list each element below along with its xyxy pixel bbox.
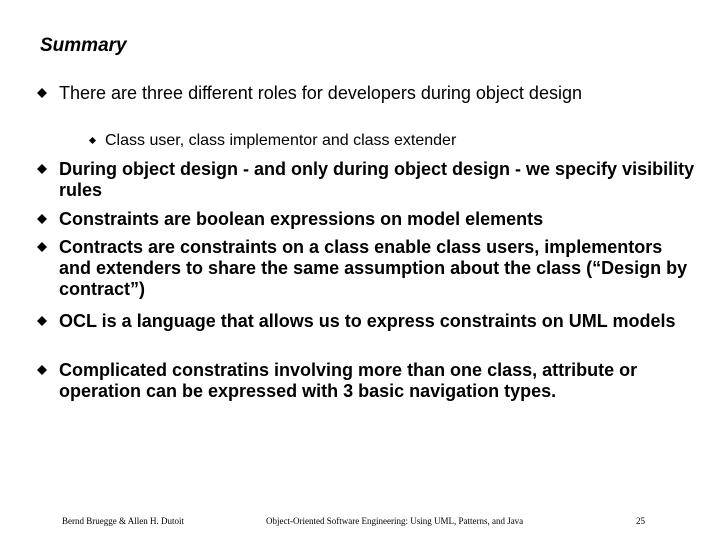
diamond-bullet-icon: [37, 365, 47, 375]
sub-bullet-item: [105, 131, 456, 151]
diamond-bullet-icon: [37, 88, 47, 98]
slide-title: Summary: [40, 35, 127, 56]
bullet-item: [59, 159, 699, 201]
sub-bullet-text: Class user, class implementor and class extender: [105, 132, 457, 149]
footer-authors: Bernd Bruegge & Allen H. Dutoit: [62, 516, 184, 526]
bullet-text: Constraints are boolean expressions on model elements: [59, 209, 544, 229]
bullet-item: [59, 311, 699, 332]
bullet-item: [59, 209, 699, 230]
diamond-bullet-icon: [37, 214, 47, 224]
bullet-item: [59, 83, 699, 104]
diamond-bullet-icon: [37, 316, 47, 326]
bullet-text: Complicated constratins involving more than one class, attribute or operation can be expressed with 3 basic navigation types.: [59, 360, 638, 401]
bullet-text: During object design - and only during object design - we specify visibility rules: [59, 159, 695, 200]
diamond-sub-bullet-icon: [89, 137, 96, 144]
footer-book-title: Object-Oriented Software Engineering: Using UML, Patterns, and Java: [266, 516, 524, 526]
diamond-bullet-icon: [37, 164, 47, 174]
bullet-text: Contracts are constraints on a class enable class users, implementors and extenders to share the same assumption about the class (“Design by contract”): [59, 237, 688, 299]
bullet-text: OCL is a language that allows us to express constraints on UML models: [59, 311, 676, 331]
bullet-item: [59, 237, 699, 300]
footer-page-number: 25: [636, 516, 645, 526]
bullet-text: There are three different roles for developers during object design: [59, 83, 582, 103]
diamond-bullet-icon: [37, 242, 47, 252]
bullet-item: [59, 360, 699, 402]
